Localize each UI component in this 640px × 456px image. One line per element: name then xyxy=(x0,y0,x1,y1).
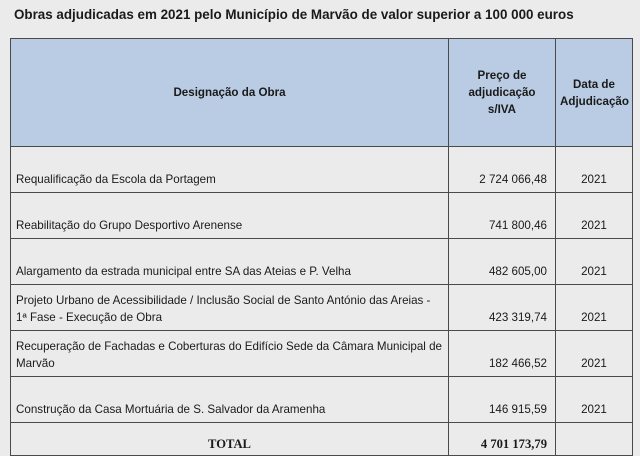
row-designation: Projeto Urbano de Acessibilidade / Inclusão Social de Santo António das Areias - 1ª Fase - Execução de Obra xyxy=(11,285,449,331)
row-price: 482 605,00 xyxy=(449,239,556,285)
row-year: 2021 xyxy=(556,285,633,331)
table-row xyxy=(11,147,633,193)
row-year: 2021 xyxy=(556,147,633,193)
table-row xyxy=(11,239,633,285)
row-price: 146 915,59 xyxy=(449,377,556,423)
header-designation: Designação da Obra xyxy=(11,39,449,147)
row-year: 2021 xyxy=(556,193,633,239)
table-row xyxy=(11,331,633,377)
total-value: 4 701 173,79 xyxy=(449,423,556,456)
row-designation: Construção da Casa Mortuária de S. Salvador da Aramenha xyxy=(11,377,449,423)
row-price: 423 319,74 xyxy=(449,285,556,331)
header-price: Preço de adjudicação s/IVA xyxy=(449,39,556,147)
total-label: TOTAL xyxy=(11,423,449,456)
row-price: 182 466,52 xyxy=(449,331,556,377)
table-header-row xyxy=(11,39,633,147)
row-designation: Alargamento da estrada municipal entre SA das Ateias e P. Velha xyxy=(11,239,449,285)
row-price: 741 800,46 xyxy=(449,193,556,239)
total-empty-cell xyxy=(556,423,633,456)
row-year: 2021 xyxy=(556,331,633,377)
header-date: Data de Adjudicação xyxy=(556,39,633,147)
table-row xyxy=(11,377,633,423)
row-designation: Recuperação de Fachadas e Coberturas do Edifício Sede da Câmara Municipal de Marvão xyxy=(11,331,449,377)
row-designation: Requalificação da Escola da Portagem xyxy=(11,147,449,193)
page-title: Obras adjudicadas em 2021 pelo Município de Marvão de valor superior a 100 000 euros xyxy=(14,7,574,22)
row-price: 2 724 066,48 xyxy=(449,147,556,193)
row-year: 2021 xyxy=(556,239,633,285)
table-row xyxy=(11,193,633,239)
works-table xyxy=(10,38,633,456)
row-year: 2021 xyxy=(556,377,633,423)
table-row xyxy=(11,285,633,331)
total-row xyxy=(11,423,633,456)
row-designation: Reabilitação do Grupo Desportivo Arenense xyxy=(11,193,449,239)
